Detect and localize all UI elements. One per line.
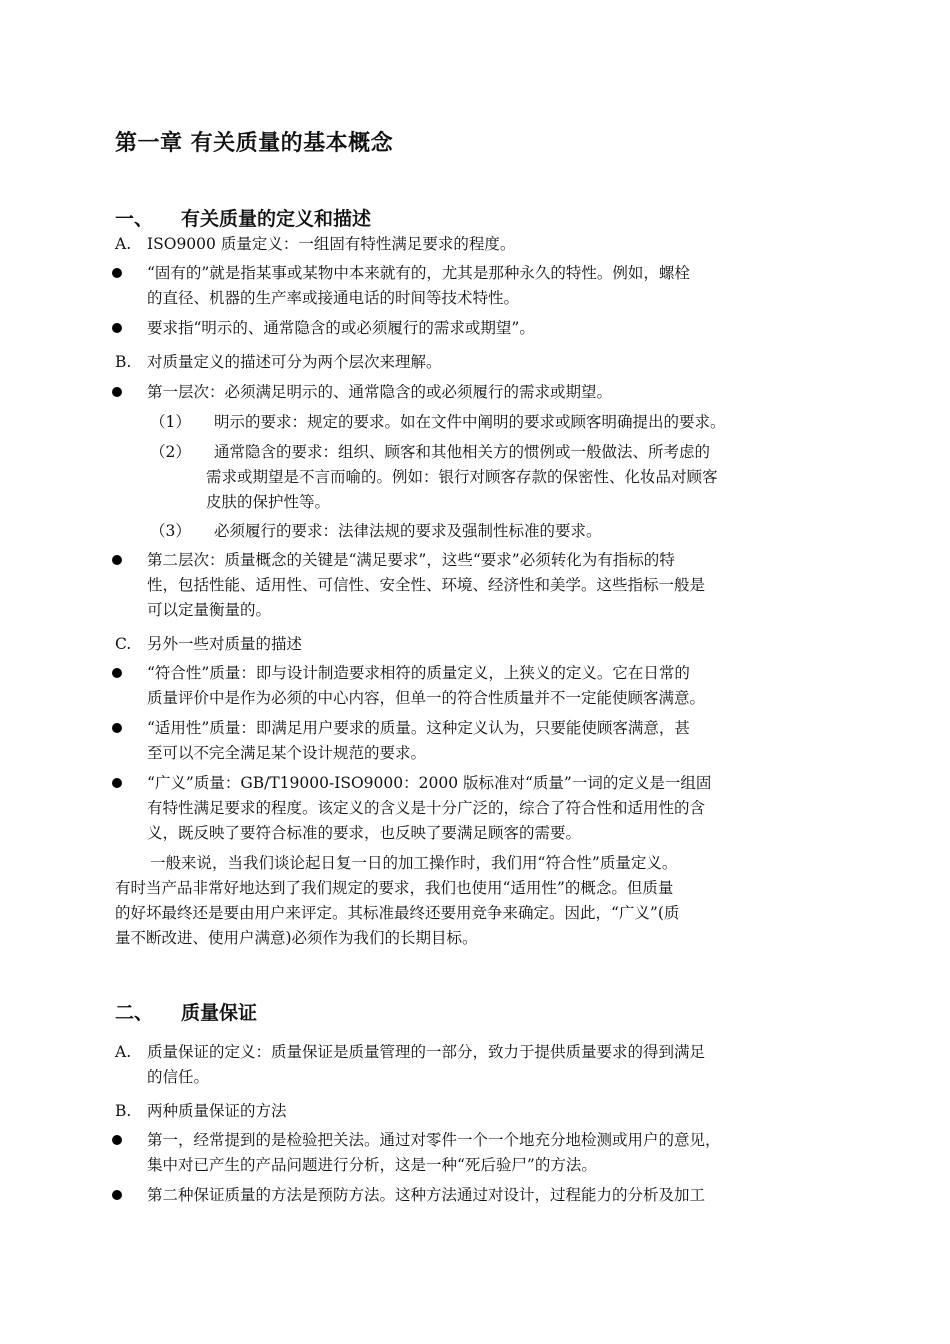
paragraph-line: 的好坏最终还是要由用户来评定。其标准最终还要用竞争来确定。因此，“广义”(质 xyxy=(115,904,680,922)
sub-item-number: （2） xyxy=(150,443,191,461)
bullet-icon xyxy=(112,268,122,278)
bullet-line: 可以定量衡量的。 xyxy=(147,601,272,619)
paragraph-line: 量不断改进、使用户满意)必须作为我们的长期目标。 xyxy=(115,929,478,947)
sub-item-line: 必须履行的要求：法律法规的要求及强制性标准的要求。 xyxy=(214,522,602,540)
bullet-line: “广义”质量：GB/T19000-ISO9000：2000 版标准对“质量”一词的定义是一组固 xyxy=(147,774,712,792)
section-number: 一、 xyxy=(115,208,154,230)
item-text-C: 另外一些对质量的描述 xyxy=(147,635,303,653)
item-text-A: ISO9000 质量定义：一组固有特性满足要求的程度。 xyxy=(147,235,516,253)
bullet-line: 性，包括性能、适用性、可信性、安全性、环境、经济性和美学。这些指标一般是 xyxy=(147,576,706,594)
bullet-icon xyxy=(112,778,122,788)
bullet-line: 第一，经常提到的是检验把关法。通过对零件一个一个地充分地检测或用户的意见， xyxy=(147,1131,721,1149)
bullet-icon xyxy=(112,555,122,565)
item-text-A: 的信任。 xyxy=(147,1068,210,1086)
bullet-icon xyxy=(112,1190,122,1200)
sub-item-line: 皮肤的保护性等。 xyxy=(206,493,331,511)
bullet-line: 的直径、机器的生产率或接通电话的时间等技术特性。 xyxy=(147,289,520,307)
section-title: 有关质量的定义和描述 xyxy=(181,208,372,230)
item-label-A: A. xyxy=(115,235,132,253)
item-text-A: 质量保证的定义：质量保证是质量管理的一部分，致力于提供质量要求的得到满足 xyxy=(147,1043,706,1061)
sub-item-line: 明示的要求：规定的要求。如在文件中阐明的要求或顾客明确提出的要求。 xyxy=(214,413,726,431)
bullet-line: “适用性”质量：即满足用户要求的质量。这种定义认为，只要能使顾客满意，甚 xyxy=(147,719,690,737)
bullet-line: 第二种保证质量的方法是预防方法。这种方法通过对设计，过程能力的分析及加工 xyxy=(147,1186,706,1204)
bullet-line: 第一层次：必须满足明示的、通常隐含的或必须履行的需求或期望。 xyxy=(147,383,613,401)
section-heading-2 xyxy=(115,998,257,1025)
bullet-line: 有特性满足要求的程度。该定义的含义是十分广泛的，综合了符合性和适用性的含 xyxy=(147,799,706,817)
bullet-line: 第二层次：质量概念的关键是“满足要求”，这些“要求”必须转化为有指标的特 xyxy=(147,551,675,569)
section-title: 质量保证 xyxy=(181,1002,258,1024)
paragraph-line: 一般来说，当我们谈论起日复一日的加工操作时，我们用“符合性”质量定义。 xyxy=(150,854,678,872)
paragraph-line: 有时当产品非常好地达到了我们规定的要求，我们也使用“适用性”的概念。但质量 xyxy=(115,879,674,897)
bullet-line: 质量评价中是作为必须的中心内容，但单一的符合性质量并不一定能使顾客满意。 xyxy=(147,689,706,707)
bullet-icon xyxy=(112,323,122,333)
bullet-icon xyxy=(112,723,122,733)
sub-item-line: 通常隐含的要求：组织、顾客和其他相关方的惯例或一般做法、所考虑的 xyxy=(214,443,711,461)
sub-item-number: （3） xyxy=(150,522,191,540)
sub-item-number: （1） xyxy=(150,413,191,431)
item-text-B: 对质量定义的描述可分为两个层次来理解。 xyxy=(147,353,442,371)
item-label-A: A. xyxy=(115,1043,132,1061)
bullet-icon xyxy=(112,387,122,397)
bullet-line: 要求指“明示的、通常隐含的或必须履行的需求或期望”。 xyxy=(147,319,535,337)
bullet-icon xyxy=(112,668,122,678)
chapter-title: 第一章 有关质量的基本概念 xyxy=(115,131,394,156)
bullet-line: “固有的”就是指某事或某物中本来就有的，尤其是那种永久的特性。例如，螺栓 xyxy=(147,264,690,282)
bullet-icon xyxy=(112,1135,122,1145)
item-label-B: B. xyxy=(115,1102,132,1120)
section-number: 二、 xyxy=(115,1002,154,1024)
item-text-B: 两种质量保证的方法 xyxy=(147,1102,287,1120)
item-label-B: B. xyxy=(115,353,132,371)
bullet-line: “符合性”质量：即与设计制造要求相符的质量定义，上狭义的定义。它在日常的 xyxy=(147,664,690,682)
bullet-line: 义，既反映了要符合标准的要求，也反映了要满足顾客的需要。 xyxy=(147,824,582,842)
bullet-line: 集中对已产生的产品问题进行分析，这是一种“死后验尸”的方法。 xyxy=(147,1156,597,1174)
item-label-C: C. xyxy=(115,635,132,653)
sub-item-line: 需求或期望是不言而喻的。例如：银行对顾客存款的保密性、化妆品对顾客 xyxy=(206,468,718,486)
section-heading-1 xyxy=(115,204,371,231)
bullet-line: 至可以不完全满足某个设计规范的要求。 xyxy=(147,744,427,762)
